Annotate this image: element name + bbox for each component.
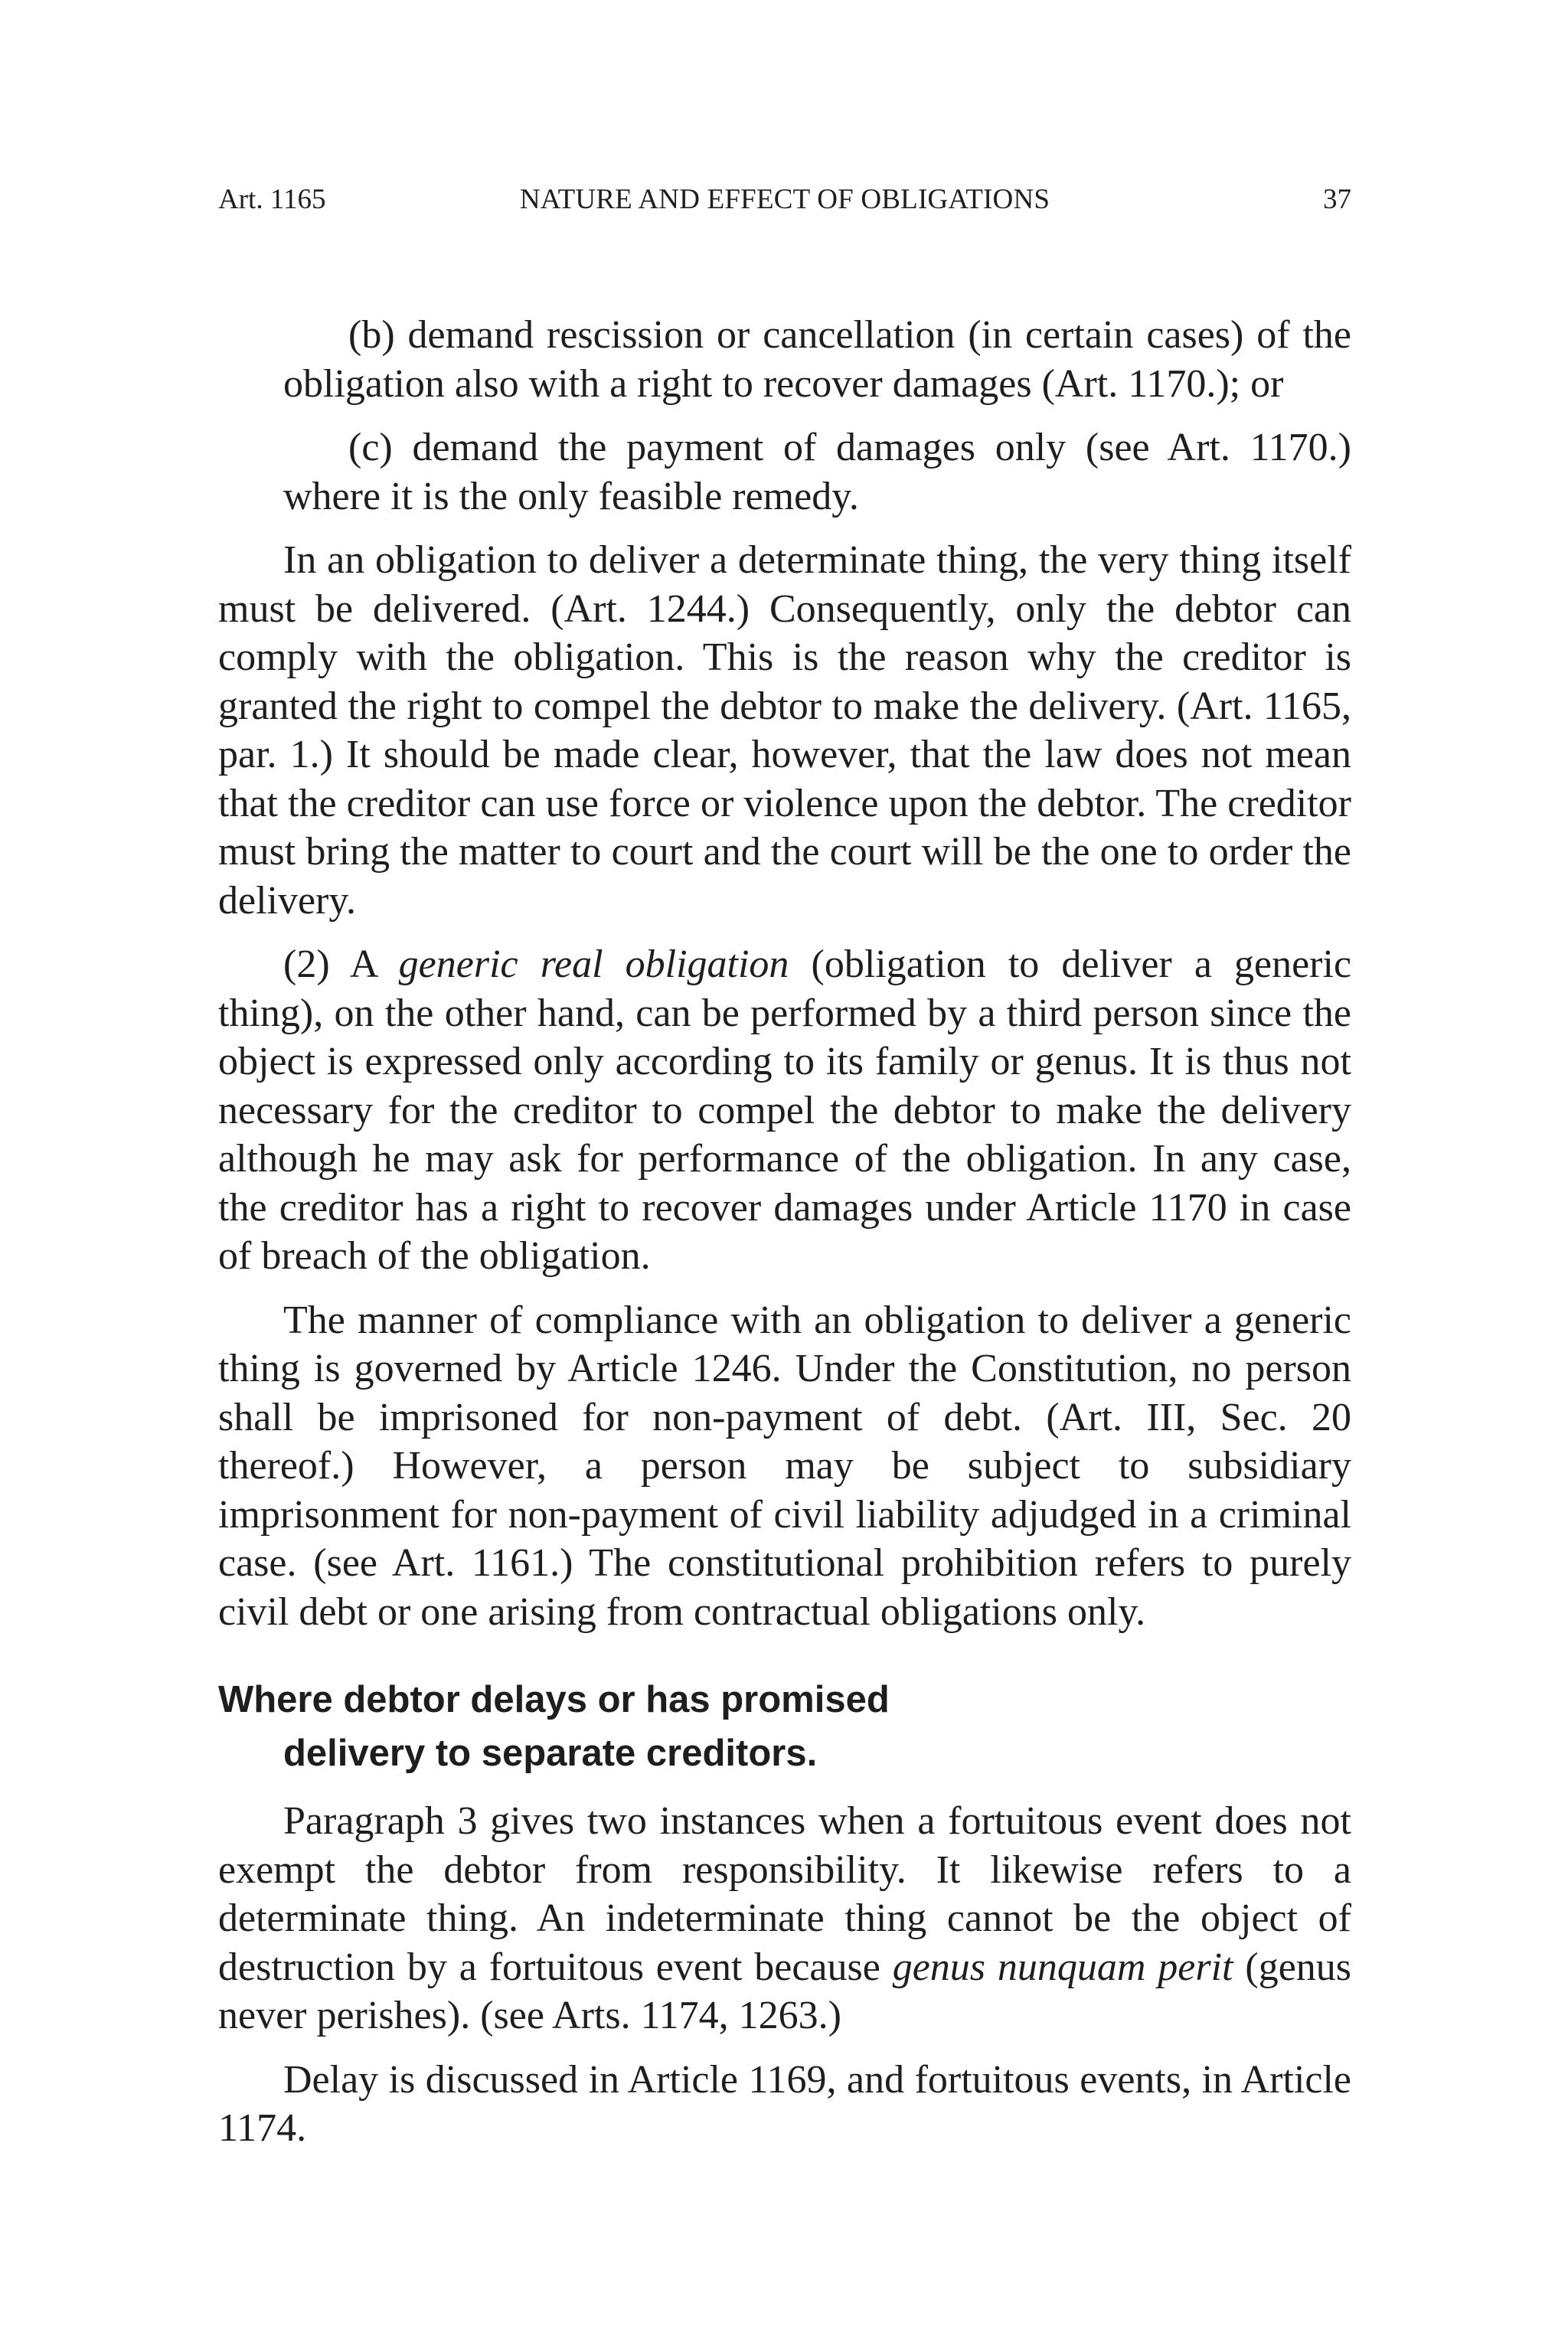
paragraph-manner-of-compliance: The manner of compliance with an obligation to deliver a generic thing is governed by Article 1246. Under the Constitution, no person shall be imprisoned for non-payment of debt. (Art. III, Sec. 20 thereof.) However, a person may be subject to subsidiary imprisonment for non-payment of civil liability adjudged in a criminal case. (see Art. 1161.) The constitutional prohibition refers to purely civil debt or one arising from contractual obligations only.: [218, 1298, 1351, 1634]
paragraph-determinate-thing: In an obligation to deliver a determinate thing, the very thing itself must be delivered. (Art. 1244.) Consequently, only the debtor can comply with the obligation. This is the reason why the creditor is granted the right to compel the debtor to make the delivery. (Art. 1165, par. 1.) It should be made clear, however, that the law does not mean that the creditor can use force or violence upon the debtor. The creditor must bring the matter to court and the court will be the one to order the delivery.: [218, 538, 1351, 923]
list-item-c: (c) demand the payment of damages only (see Art. 1170.) where it is the only feasible remedy.: [283, 426, 1351, 518]
paragraph-fortuitous-event: [218, 1797, 1351, 2040]
running-header: [218, 181, 1351, 219]
paragraph-generic-obligation: [218, 940, 1351, 1281]
page-number: 37: [1323, 184, 1351, 215]
page-body: [218, 311, 1351, 2168]
paragraph-delay: Delay is discussed in Article 1169, and fortuitous events, in Article 1174.: [218, 2057, 1351, 2150]
header-chapter-title: NATURE AND EFFECT OF OBLIGATIONS: [519, 184, 1050, 215]
list-item-b: (b) demand rescission or cancellation (in certain cases) of the obligation also with a right to recover damages (Art. 1170.); or: [283, 313, 1351, 406]
paragraph-continuation: (obligation to deliver a generic thing), on the other hand, can be performed by a third person since the object is expressed only according to its family or genus. It is thus not necessary for the creditor to compel the debtor to make the delivery although he may ask for performance of the obligation. In any case, the creditor has a right to recover damages under Article 1170 in case of breach of the obligation.: [218, 942, 1352, 1278]
section-heading-line-1: Where debtor delays or has promised: [218, 1679, 890, 1720]
section-heading: [218, 1673, 1351, 1780]
italic-term: genus nunquam perit: [892, 1945, 1233, 1989]
paragraph-lead: Paragraph 3 gives two instances when a fortuitous event does not exempt the debtor from responsibility. It likewise refers to a determinate thing. An indeterminate thing cannot be the object of destruction by a fortuitous event because: [218, 1799, 1351, 1989]
header-article-reference: Art. 1165: [218, 184, 326, 215]
paragraph-lead: (2) A: [283, 942, 377, 986]
italic-term: generic real obligation: [398, 942, 789, 986]
section-heading-line-2: delivery to separate creditors.: [283, 1733, 818, 1774]
paragraph-continuation: (genus never perishes). (see Arts. 1174, 1263.): [218, 1945, 1352, 2037]
